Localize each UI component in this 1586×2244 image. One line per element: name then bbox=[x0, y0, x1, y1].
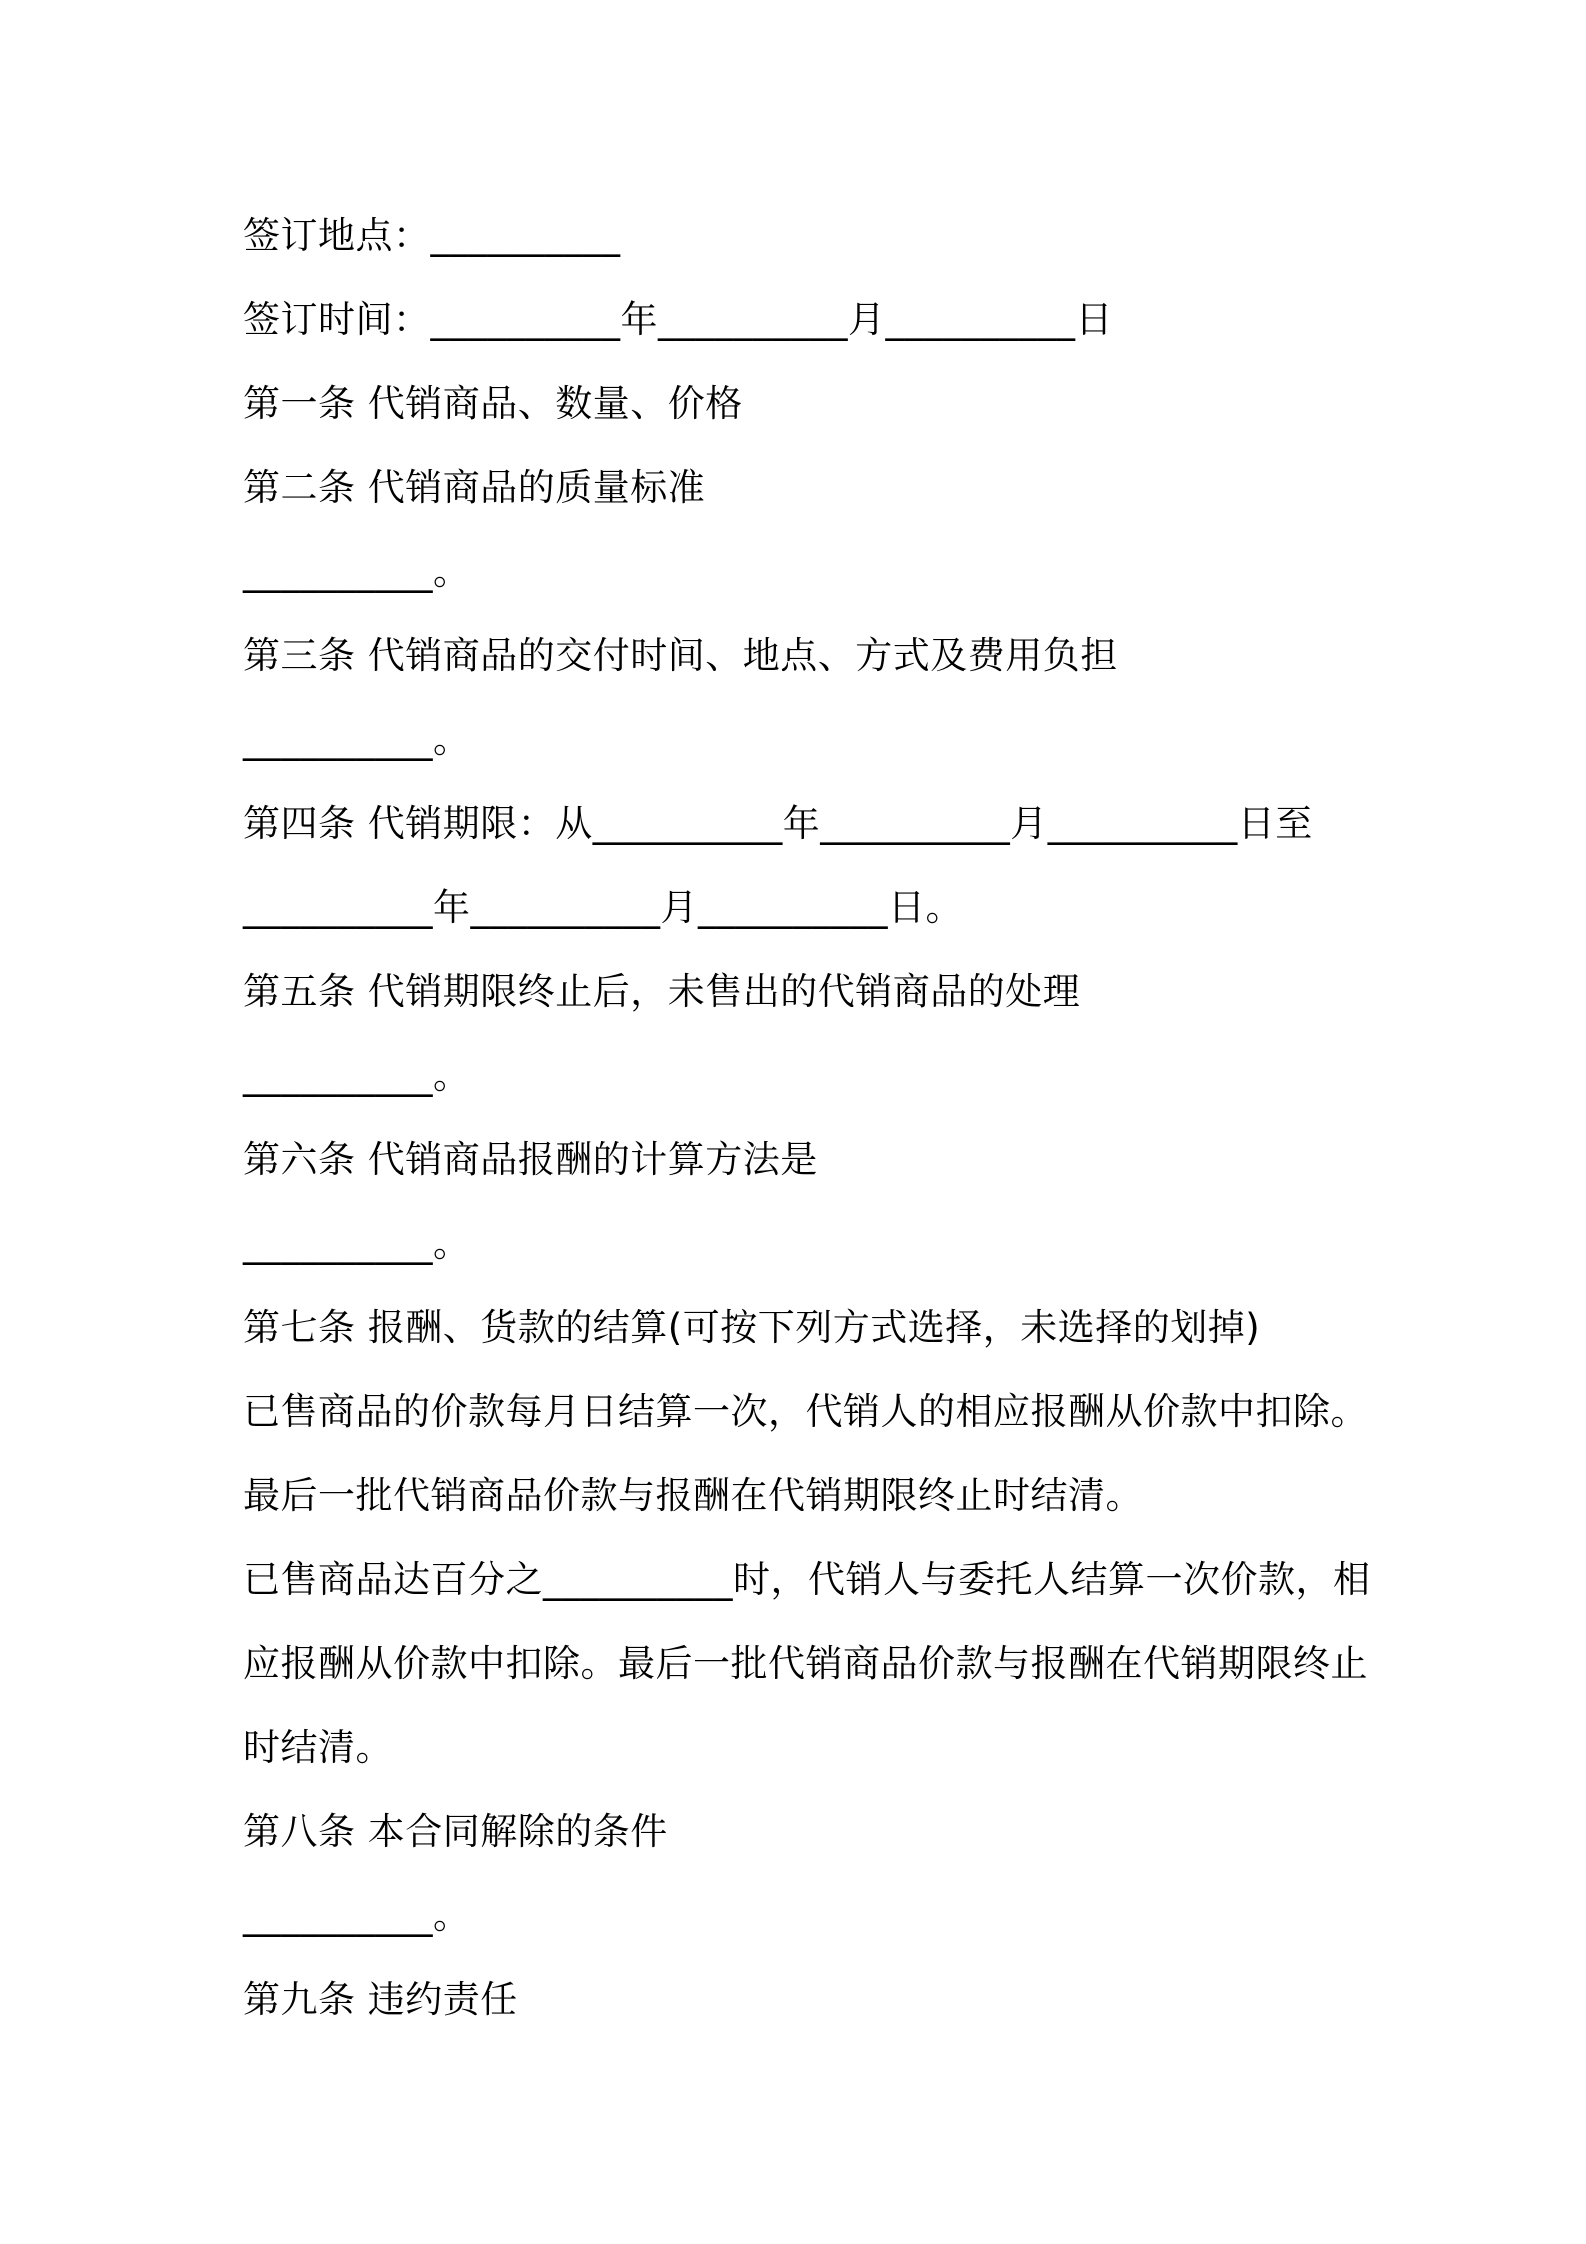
signing-place-line: 签订地点：__________ bbox=[243, 214, 621, 257]
article-7-option-2-end: 时结清。 bbox=[243, 1726, 393, 1769]
article-2-heading: 第二条 代销商品的质量标准 bbox=[243, 466, 706, 509]
article-1-heading: 第一条 代销商品、数量、价格 bbox=[243, 382, 743, 425]
article-5-heading: 第五条 代销期限终止后，未售出的代销商品的处理 bbox=[243, 970, 1081, 1013]
signing-date-line: 签订时间：__________年__________月__________日 bbox=[243, 298, 1113, 341]
document-body bbox=[243, 194, 1371, 2042]
article-7-heading: 第七条 报酬、货款的结算(可按下列方式选择，未选择的划掉) bbox=[243, 1306, 1261, 1349]
article-7-option-1: 已售商品的价款每月日结算一次，代销人的相应报酬从价款中扣除。 bbox=[243, 1390, 1368, 1433]
article-3-blank: __________。 bbox=[243, 718, 471, 761]
article-8-blank: __________。 bbox=[243, 1894, 471, 1937]
article-7-option-2-cont: 应报酬从价款中扣除。最后一批代销商品价款与报酬在代销期限终止 bbox=[243, 1642, 1368, 1685]
article-7-option-2: 已售商品达百分之__________时，代销人与委托人结算一次价款，相 bbox=[243, 1558, 1371, 1601]
article-6-blank: __________。 bbox=[243, 1222, 471, 1265]
article-7-option-1-cont: 最后一批代销商品价款与报酬在代销期限终止时结清。 bbox=[243, 1474, 1143, 1517]
article-6-heading: 第六条 代销商品报酬的计算方法是 bbox=[243, 1138, 818, 1181]
article-9-heading: 第九条 违约责任 bbox=[243, 1978, 518, 2021]
article-4-continuation: __________年__________月__________日。 bbox=[243, 886, 963, 929]
article-4-heading: 第四条 代销期限：从__________年__________月__________日至 bbox=[243, 802, 1313, 845]
article-8-heading: 第八条 本合同解除的条件 bbox=[243, 1810, 668, 1853]
article-2-blank: __________。 bbox=[243, 550, 471, 593]
article-5-blank: __________。 bbox=[243, 1054, 471, 1097]
article-3-heading: 第三条 代销商品的交付时间、地点、方式及费用负担 bbox=[243, 634, 1118, 677]
